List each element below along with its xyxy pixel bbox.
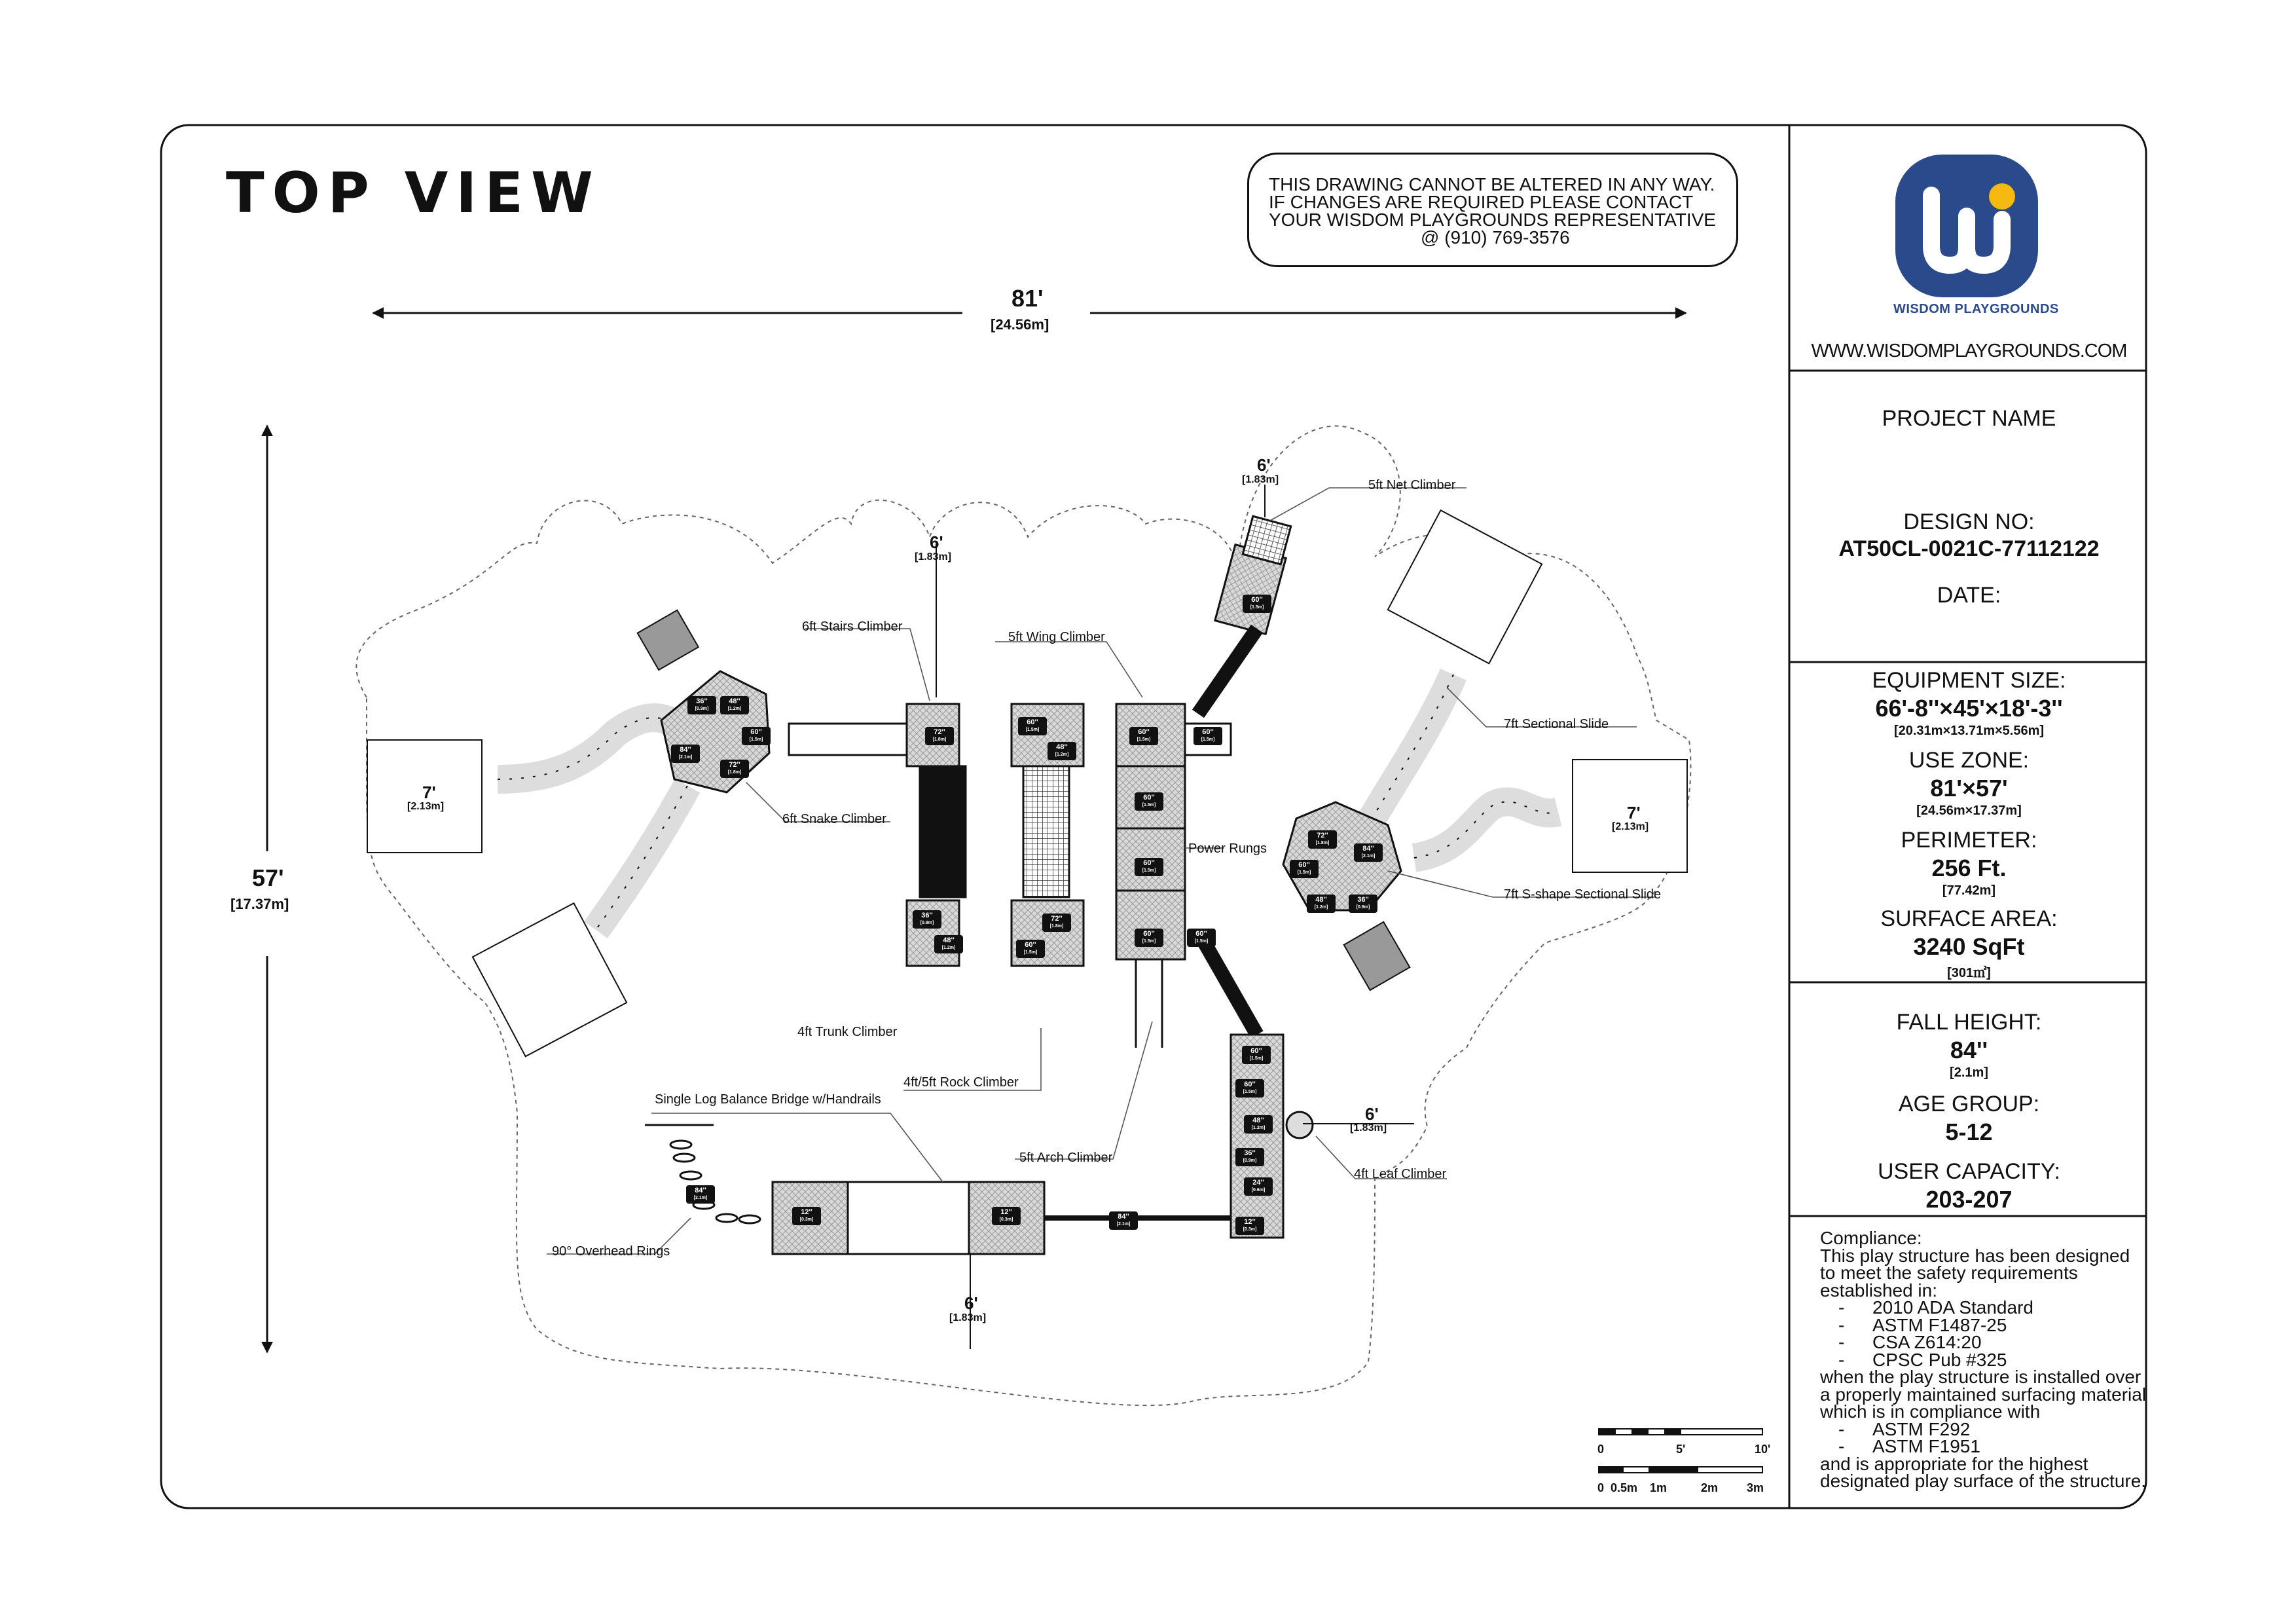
callout-wing-climber: 5ft Wing Climber xyxy=(1008,630,1105,644)
deck-height-tag: 48'' [1.2m] xyxy=(720,696,749,714)
width-dimension-metric: [24.56m] xyxy=(991,316,1049,333)
deck-height-tag: 12'' [0.3m] xyxy=(792,1207,821,1225)
fall-height-metric: [2.1m] xyxy=(1950,1065,1988,1080)
callout-snake-climber: 6ft Snake Climber xyxy=(782,812,886,826)
clearance-7ft-metric: [2.13m] xyxy=(1612,821,1649,832)
clearance-6ft-metric: [1.83m] xyxy=(949,1312,987,1323)
surfacing-item: ASTM F292 xyxy=(1872,1418,1971,1439)
deck-height-tag: 60'' [1.5m] xyxy=(742,727,771,745)
deck-height-tag: 60'' [1.5m] xyxy=(1018,717,1047,735)
clearance-6ft: 6' xyxy=(1257,455,1271,475)
surface-area-metric: [301㎡] xyxy=(1947,966,1991,980)
deck-height-tag: 60'' [1.5m] xyxy=(1235,1079,1264,1098)
perimeter-value: 256 Ft. xyxy=(1931,855,2007,881)
deck-height-tag: 60'' [1.5m] xyxy=(1242,1046,1271,1064)
deck-height-tag: 60'' [1.5m] xyxy=(1016,940,1045,958)
right-hex-tower xyxy=(1283,802,1410,990)
fall-height-block: FALL HEIGHT: 84'' [2.1m] xyxy=(1791,1010,2147,1080)
deck-height-tag: 60'' [1.5m] xyxy=(1187,929,1216,947)
surface-area-value: 3240 SqFt xyxy=(1913,933,2025,960)
deck-height-tag: 84'' [2.1m] xyxy=(686,1185,715,1204)
notice-line: THIS DRAWING CANNOT BE ALTERED IN ANY WAY. xyxy=(1269,174,1715,194)
deck-height-tag: 84'' [2.1m] xyxy=(1109,1211,1138,1230)
clearance-6ft: 6' xyxy=(1365,1104,1379,1124)
callout-rock-climber: 4ft/5ft Rock Climber xyxy=(903,1075,1019,1090)
design-number-block: DESIGN NO: AT50CL-0021C-77112122 xyxy=(1791,509,2147,562)
use-zone-block: USE ZONE: 81'×57' [24.56m×17.37m] xyxy=(1791,748,2147,819)
height-dimension: 57' xyxy=(252,864,284,891)
callout-power-rungs: Power Rungs xyxy=(1188,841,1267,856)
scale-label: 0 xyxy=(1597,1443,1605,1456)
equipment-size-metric: [20.31m×13.71m×5.56m] xyxy=(1893,724,2045,738)
deck-height-tag: 60'' [1.5m] xyxy=(1135,929,1163,947)
notice-line: YOUR WISDOM PLAYGROUNDS REPRESENTATIVE xyxy=(1269,210,1716,230)
surface-area-block: SURFACE AREA: 3240 SqFt [301㎡] xyxy=(1791,906,2147,981)
clearance-6ft-metric: [1.83m] xyxy=(915,551,952,563)
use-zone-value: 81'×57' xyxy=(1930,775,2008,802)
deck-height-tag: 60'' [1.5m] xyxy=(1290,860,1319,878)
deck-height-tag: 72'' [1.8m] xyxy=(925,727,954,745)
brand-name: WISDOM PLAYGROUNDS xyxy=(1893,302,2059,316)
deck-height-tag: 24'' [0.6m] xyxy=(1244,1177,1273,1196)
notice-line: IF CHANGES ARE REQUIRED PLEASE CONTACT xyxy=(1269,192,1694,212)
scale-label: 0.5m xyxy=(1611,1481,1638,1494)
callout-log-bridge: Single Log Balance Bridge w/Handrails xyxy=(655,1092,881,1107)
width-dimension: 81' xyxy=(1011,285,1044,312)
user-capacity-block: USER CAPACITY: 203-207 xyxy=(1791,1159,2147,1213)
scale-bar-metric xyxy=(1599,1467,1762,1473)
scale-label: 3m xyxy=(1747,1481,1764,1494)
scale-label: 10' xyxy=(1755,1443,1771,1456)
callout-overhead-rings: 90° Overhead Rings xyxy=(552,1244,670,1259)
standard-item: CPSC Pub #325 xyxy=(1872,1349,2007,1370)
clearance-6ft-metric: [1.83m] xyxy=(1350,1122,1387,1134)
deck-height-tag: 36'' [0.9m] xyxy=(687,696,716,714)
deck-height-tag: 72'' [1.8m] xyxy=(1042,913,1071,932)
notice-phone: @ (910) 769-3576 xyxy=(1421,227,1570,248)
standard-item: ASTM F1487-25 xyxy=(1872,1314,2007,1335)
age-group-value: 5-12 xyxy=(1945,1118,1993,1145)
project-name-label: PROJECT NAME xyxy=(1882,406,2056,431)
callout-arch-climber: 5ft Arch Climber xyxy=(1019,1151,1113,1165)
deck-height-tag: 60'' [1.5m] xyxy=(1243,595,1271,613)
scale-label: 0 xyxy=(1597,1481,1605,1494)
deck-height-tag: 84'' [2.1m] xyxy=(671,745,700,763)
deck-height-tag: 72'' [1.8m] xyxy=(1308,830,1337,849)
user-capacity-value: 203-207 xyxy=(1925,1186,2013,1213)
deck-height-tag: 12'' [0.3m] xyxy=(1235,1217,1264,1235)
clearance-7ft-metric: [2.13m] xyxy=(407,801,445,812)
age-group-block: AGE GROUP: 5-12 xyxy=(1791,1092,2147,1146)
scale-label: 2m xyxy=(1701,1481,1719,1494)
perimeter-block: PERIMETER: 256 Ft. [77.42m] xyxy=(1791,828,2147,898)
page-title: TOP VIEW xyxy=(226,160,601,226)
callout-trunk-climber: 4ft Trunk Climber xyxy=(797,1025,898,1039)
equipment-size-value: 66'-8''×45'×18'-3'' xyxy=(1875,695,2063,722)
deck-height-tag: 12'' [0.3m] xyxy=(992,1207,1021,1225)
equipment-size-block: EQUIPMENT SIZE: 66'-8''×45'×18'-3'' [20.31m×13.71m×5.56m] xyxy=(1791,668,2147,739)
wisdom-logo xyxy=(1895,155,2038,297)
callout-stairs-climber: 6ft Stairs Climber xyxy=(802,619,903,634)
deck-height-tag: 48'' [1.2m] xyxy=(1048,742,1076,760)
callout-sectional-slide: 7ft Sectional Slide xyxy=(1504,717,1609,731)
deck-height-tag: 48'' [1.2m] xyxy=(1307,895,1336,913)
deck-height-tag: 36'' [0.9m] xyxy=(1349,895,1377,913)
clearance-7ft: 7' xyxy=(1627,803,1641,822)
height-dimension-metric: [17.37m] xyxy=(230,896,289,912)
brand-url[interactable]: WWW.WISDOMPLAYGROUNDS.COM xyxy=(1811,341,2127,361)
use-zone-metric: [24.56m×17.37m] xyxy=(1916,803,2022,818)
deck-height-tag: 60'' [1.5m] xyxy=(1129,727,1158,745)
overhead-rings xyxy=(645,1125,760,1223)
scale-label: 1m xyxy=(1650,1481,1667,1494)
scale-bar-imperial xyxy=(1599,1429,1762,1435)
deck-height-tag: 60'' [1.5m] xyxy=(1135,858,1163,876)
alteration-notice xyxy=(1247,153,1738,267)
deck-height-tag: 48'' [1.2m] xyxy=(934,935,963,953)
deck-height-tag: 36'' [0.9m] xyxy=(913,910,941,929)
design-number: AT50CL-0021C-77112122 xyxy=(1838,536,2100,561)
deck-height-tag: 60'' [1.5m] xyxy=(1194,727,1222,745)
scale-label: 5' xyxy=(1676,1443,1686,1456)
clearance-6ft: 6' xyxy=(964,1293,978,1313)
date-label: DATE: xyxy=(1937,583,2001,608)
deck-height-tag: 84'' [2.1m] xyxy=(1354,843,1383,862)
fall-height-value: 84'' xyxy=(1950,1037,1988,1063)
deck-height-tag: 48'' [1.2m] xyxy=(1244,1115,1273,1134)
clearance-6ft: 6' xyxy=(930,532,943,552)
callout-net-climber: 5ft Net Climber xyxy=(1368,478,1456,492)
deck-height-tag: 72'' [1.8m] xyxy=(720,760,749,778)
callout-leaf-climber: 4ft Leaf Climber xyxy=(1354,1167,1447,1181)
clearance-7ft: 7' xyxy=(422,783,436,802)
perimeter-metric: [77.42m] xyxy=(1942,883,1996,898)
deck-height-tag: 36'' [0.9m] xyxy=(1235,1148,1264,1166)
standard-item: CSA Z614:20 xyxy=(1872,1332,1982,1352)
deck-height-tag: 60'' [1.5m] xyxy=(1135,792,1163,811)
surfacing-item: ASTM F1951 xyxy=(1872,1436,1980,1456)
stairs-and-ladders xyxy=(789,516,1291,1048)
compliance-block: Compliance: This play structure has been designed to meet the safety requirements established in: - 2010 ADA Standard - ASTM F1487-25 - CSA Z614:20 - CPSC Pub #325 when the play structure is installed over a properly maintained surfacing material which is in compliance with - ASTM F292 - ASTM F1951 and is appropriate for the highest designated play surface of the structure. xyxy=(1820,1228,2147,1491)
tower-column xyxy=(1231,1035,1283,1238)
callout-s-shape-slide: 7ft S-shape Sectional Slide xyxy=(1504,887,1662,902)
clearance-6ft-metric: [1.83m] xyxy=(1242,474,1279,485)
standard-item: 2010 ADA Standard xyxy=(1872,1297,2033,1318)
